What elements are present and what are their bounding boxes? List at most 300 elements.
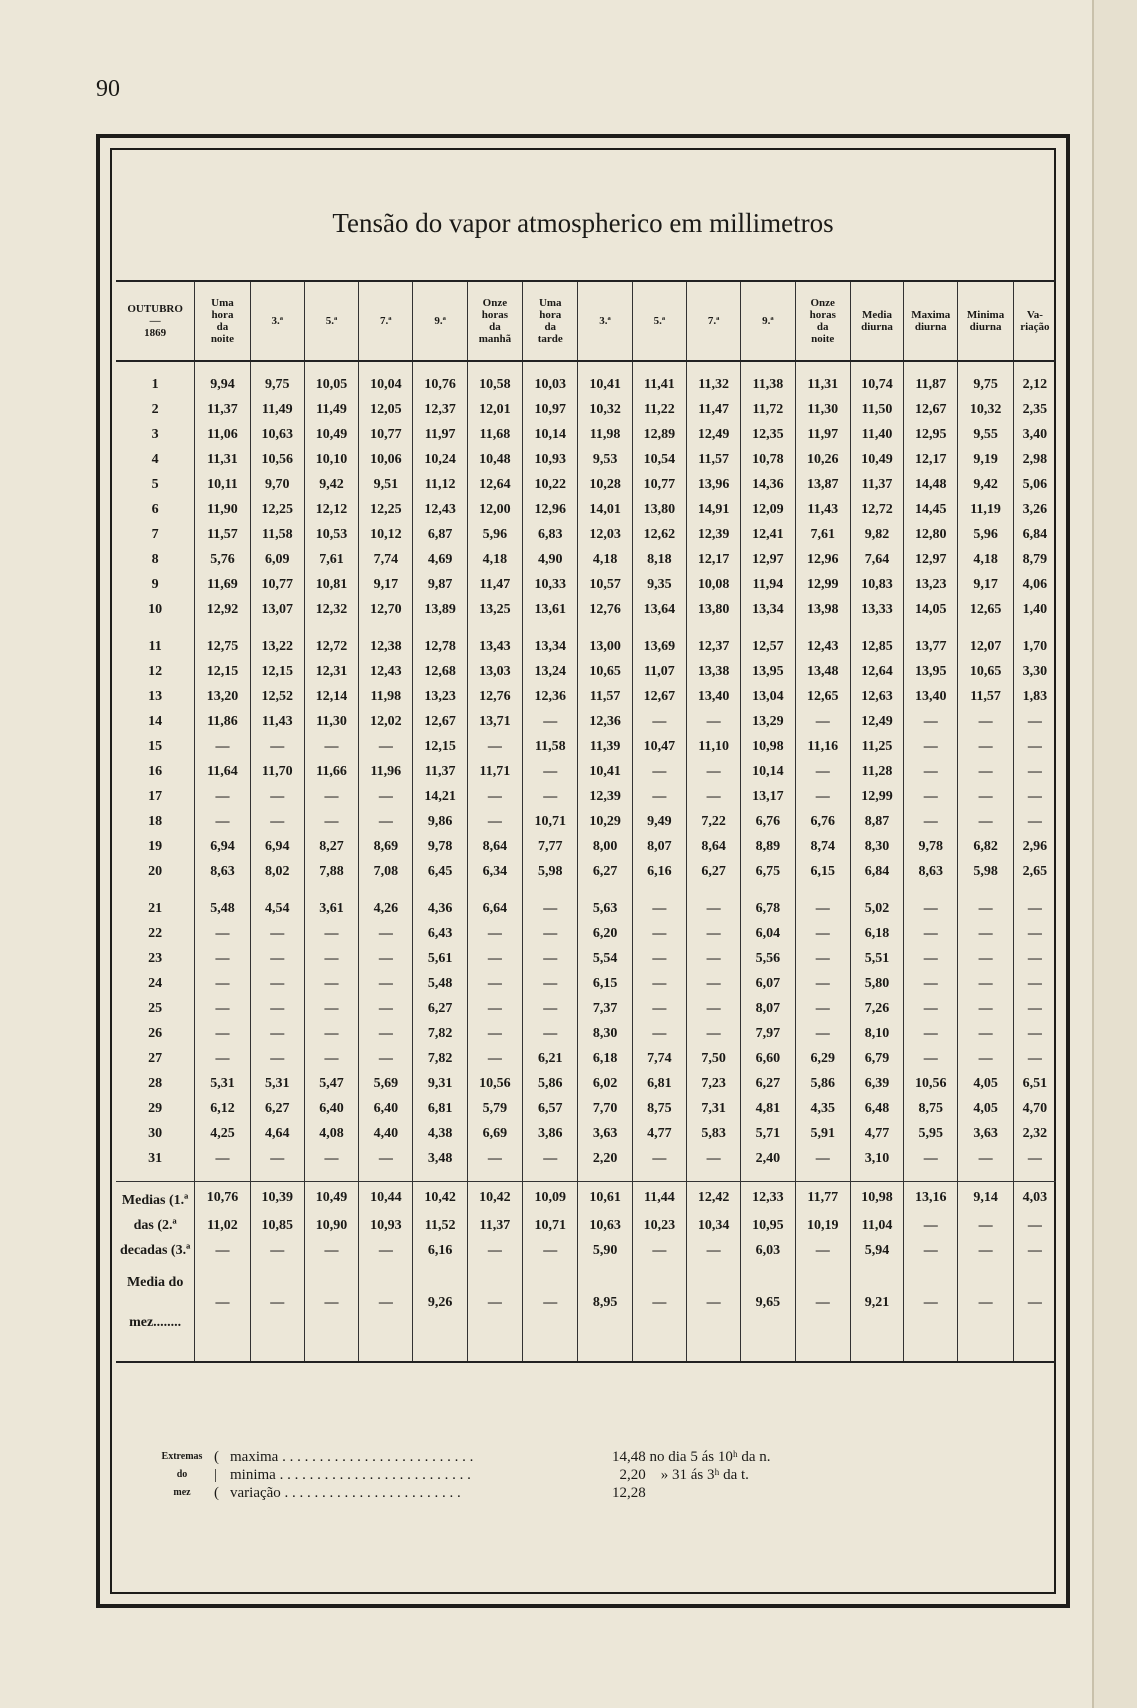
table-cell: 10,56 (250, 447, 304, 472)
extremes-label: Extremas do mez (161, 1451, 203, 1498)
table-cell: — (523, 1146, 578, 1171)
table-cell: — (1013, 759, 1056, 784)
table-cell: — (686, 946, 740, 971)
table-cell: 6,81 (632, 1071, 686, 1096)
table-cell: — (523, 996, 578, 1021)
table-cell: — (1013, 809, 1056, 834)
row-label: 8 (151, 552, 159, 567)
table-cell: 10,39 (250, 1182, 304, 1214)
table-title: Tensão do vapor atmospherico em millimetros (332, 208, 834, 238)
table-cell: 12,76 (578, 597, 632, 622)
column-header: 5.ª (632, 281, 686, 361)
table-cell: 6,81 (413, 1096, 467, 1121)
table-cell: 5,61 (413, 946, 467, 971)
table-cell: 5,79 (467, 1096, 522, 1121)
table-cell: 11,07 (632, 659, 686, 684)
table-cell: — (904, 996, 958, 1021)
table-cell: 13,17 (741, 784, 795, 809)
table-cell: 11,52 (413, 1213, 467, 1238)
table-cell: 6,94 (195, 834, 250, 859)
table-cell: — (304, 946, 358, 971)
table-cell: — (904, 759, 958, 784)
table-cell: — (686, 921, 740, 946)
table-cell: 12,62 (632, 522, 686, 547)
table-cell: — (958, 1238, 1013, 1263)
table-cell: 12,52 (250, 684, 304, 709)
table-cell: — (195, 996, 250, 1021)
table-cell: 11,87 (904, 361, 958, 397)
table-cell: 8,64 (686, 834, 740, 859)
table-cell: 8,79 (1013, 547, 1056, 572)
row-label: 12 (148, 664, 163, 679)
table-cell: 7,74 (359, 547, 413, 572)
table-cell: 12,64 (467, 472, 522, 497)
table-cell: 5,90 (578, 1238, 632, 1263)
table-cell: 12,68 (413, 659, 467, 684)
table-cell: 11,66 (304, 759, 358, 784)
table-cell: 2,20 (578, 1146, 632, 1171)
table-cell: 11,16 (795, 734, 850, 759)
day-row (116, 1071, 1056, 1096)
table-cell: 9,49 (632, 809, 686, 834)
table-cell: — (359, 946, 413, 971)
table-cell: — (1013, 709, 1056, 734)
table-cell: — (958, 809, 1013, 834)
table-cell: 4,36 (413, 896, 467, 921)
day-row (116, 996, 1056, 1021)
table-cell: 13,04 (741, 684, 795, 709)
table-cell: — (958, 921, 1013, 946)
table-cell: 11,12 (413, 472, 467, 497)
extreme-value-minima: 2,20 » 31 ás 3ʰ da t. (619, 1467, 749, 1483)
extreme-value-maxima: 14,48 no dia 5 ás 10ʰ da n. (612, 1449, 771, 1465)
table-cell: 9,94 (195, 361, 250, 397)
table-cell: 12,96 (795, 547, 850, 572)
table-cell: — (250, 946, 304, 971)
table-cell: 5,98 (958, 859, 1013, 884)
table-cell: — (686, 1021, 740, 1046)
table-cell: — (1013, 1046, 1056, 1071)
table-cell: — (904, 896, 958, 921)
table-cell: 4,69 (413, 547, 467, 572)
table-cell: — (904, 1213, 958, 1238)
row-label: 6 (151, 502, 159, 517)
table-cell: 10,76 (413, 361, 467, 397)
table-cell: 12,14 (304, 684, 358, 709)
day-row (116, 522, 1056, 547)
table-cell: 13,43 (467, 634, 522, 659)
table-cell: 11,68 (467, 422, 522, 447)
row-label: 19 (148, 839, 163, 854)
table-cell: 11,22 (632, 397, 686, 422)
table-cell: 10,41 (578, 361, 632, 397)
table-cell: — (632, 1146, 686, 1171)
table-cell: 10,32 (578, 397, 632, 422)
column-header: 9.ª (413, 281, 467, 361)
day-row (116, 946, 1056, 971)
table-cell: — (250, 996, 304, 1021)
table-cell: — (359, 734, 413, 759)
table-cell: — (1013, 1238, 1056, 1263)
table-cell: — (250, 1263, 304, 1343)
column-header: Uma hora da tarde (523, 281, 578, 361)
day-row (116, 1096, 1056, 1121)
table-cell: 12,41 (741, 522, 795, 547)
table-cell: 4,08 (304, 1121, 358, 1146)
table-cell: 8,63 (195, 859, 250, 884)
table-cell: 4,64 (250, 1121, 304, 1146)
table-cell: 10,76 (195, 1182, 250, 1214)
table-cell: 13,77 (904, 634, 958, 659)
table-cell: 13,34 (523, 634, 578, 659)
table-cell: 10,47 (632, 734, 686, 759)
table-cell: — (958, 1263, 1013, 1343)
block-gap (116, 884, 1056, 896)
column-header: Va- riação (1013, 281, 1056, 361)
table-cell: 11,38 (741, 361, 795, 397)
table-cell: 10,78 (741, 447, 795, 472)
table-cell: 5,86 (523, 1071, 578, 1096)
table-cell: 10,77 (359, 422, 413, 447)
table-cell: 6,40 (304, 1096, 358, 1121)
table-cell: 12,92 (195, 597, 250, 622)
table-cell: 13,80 (632, 497, 686, 522)
table-cell: 13,96 (686, 472, 740, 497)
table-cell: 13,20 (195, 684, 250, 709)
table-cell: 11,04 (850, 1213, 903, 1238)
table-cell: — (195, 734, 250, 759)
table-cell: — (195, 784, 250, 809)
table-cell: — (958, 759, 1013, 784)
table-cell: — (195, 946, 250, 971)
table-cell: — (958, 1213, 1013, 1238)
table-cell: 11,94 (741, 572, 795, 597)
column-header: Minima diurna (958, 281, 1013, 361)
table-cell: — (686, 896, 740, 921)
table-cell: 7,08 (359, 859, 413, 884)
table-cell: — (523, 896, 578, 921)
table-cell: 7,61 (304, 547, 358, 572)
table-cell: 11,31 (195, 447, 250, 472)
table-cell: 13,61 (523, 597, 578, 622)
table-cell: 12,31 (304, 659, 358, 684)
table-cell: 11,77 (795, 1182, 850, 1214)
table-cell: — (904, 1021, 958, 1046)
table-cell: — (904, 734, 958, 759)
table-cell: 5,94 (850, 1238, 903, 1263)
table-cell: 2,35 (1013, 397, 1056, 422)
table-cell: — (467, 996, 522, 1021)
table-cell: 12,15 (195, 659, 250, 684)
table-cell: 6,94 (250, 834, 304, 859)
table-cell: 9,17 (359, 572, 413, 597)
facing-page-edge (1092, 0, 1137, 1708)
table-cell: 12,64 (850, 659, 903, 684)
table-cell: — (632, 946, 686, 971)
row-label: 22 (148, 926, 163, 941)
table-cell: — (304, 1021, 358, 1046)
day-row (116, 422, 1056, 447)
table-cell: 13,33 (850, 597, 903, 622)
table-cell: 10,49 (304, 1182, 358, 1214)
table-cell: 8,30 (578, 1021, 632, 1046)
table-cell: 10,10 (304, 447, 358, 472)
table-cell: 4,38 (413, 1121, 467, 1146)
table-cell: 7,70 (578, 1096, 632, 1121)
table-cell: 12,05 (359, 397, 413, 422)
header-row (116, 281, 1056, 361)
table-cell: 12,49 (686, 422, 740, 447)
table-cell: — (195, 1021, 250, 1046)
table-cell: — (304, 784, 358, 809)
table-cell: 3,63 (578, 1121, 632, 1146)
table-cell: 7,74 (632, 1046, 686, 1071)
table-cell: 9,19 (958, 447, 1013, 472)
table-cell: 12,07 (958, 634, 1013, 659)
table-cell: 6,34 (467, 859, 522, 884)
table-cell: 6,75 (741, 859, 795, 884)
table-cell: 12,32 (304, 597, 358, 622)
table-cell: 6,60 (741, 1046, 795, 1071)
table-cell: 11,25 (850, 734, 903, 759)
table-cell: 14,36 (741, 472, 795, 497)
table-cell: — (686, 784, 740, 809)
table-cell: 10,44 (359, 1182, 413, 1214)
table-cell: 14,21 (413, 784, 467, 809)
table-cell: 14,91 (686, 497, 740, 522)
table-cell: 12,17 (904, 447, 958, 472)
table-cell: 9,75 (958, 361, 1013, 397)
table-cell: 5,63 (578, 896, 632, 921)
table-cell: 6,16 (632, 859, 686, 884)
table-cell: 12,37 (686, 634, 740, 659)
table-cell: — (250, 1146, 304, 1171)
table-cell: — (359, 1046, 413, 1071)
row-label: 17 (148, 789, 163, 804)
block-gap (116, 622, 1056, 634)
row-label: 13 (148, 689, 163, 704)
day-row (116, 859, 1056, 884)
table-cell: — (904, 946, 958, 971)
table-cell: 6,15 (795, 859, 850, 884)
table-cell: 8,27 (304, 834, 358, 859)
table-cell: — (467, 921, 522, 946)
table-cell: — (904, 709, 958, 734)
table-cell: 12,95 (904, 422, 958, 447)
day-row (116, 547, 1056, 572)
table-cell: 11,28 (850, 759, 903, 784)
table-cell: 10,48 (467, 447, 522, 472)
table-cell: — (1013, 1146, 1056, 1171)
row-label: 28 (148, 1076, 163, 1091)
table-cell: — (904, 1146, 958, 1171)
table-cell: 6,18 (850, 921, 903, 946)
table-cell: — (467, 734, 522, 759)
table-cell: 8,75 (904, 1096, 958, 1121)
table-cell: 6,78 (741, 896, 795, 921)
table-cell: 10,65 (958, 659, 1013, 684)
table-cell: — (195, 1238, 250, 1263)
table-cell: 11,49 (304, 397, 358, 422)
table-cell: 10,93 (359, 1213, 413, 1238)
table-cell: — (523, 1263, 578, 1343)
table-cell: 5,06 (1013, 472, 1056, 497)
table-cell: 6,83 (523, 522, 578, 547)
table-cell: 7,64 (850, 547, 903, 572)
table-cell: 5,47 (304, 1071, 358, 1096)
table-cell: 12,49 (850, 709, 903, 734)
day-row (116, 809, 1056, 834)
table-cell: — (250, 734, 304, 759)
table-cell: 6,21 (523, 1046, 578, 1071)
day-row (116, 361, 1056, 397)
month-header: OUTUBRO — 1869 (116, 281, 195, 361)
table-cell: — (904, 1263, 958, 1343)
table-cell: — (795, 996, 850, 1021)
table-cell: 11,64 (195, 759, 250, 784)
table-cell: 5,96 (467, 522, 522, 547)
table-cell: 7,23 (686, 1071, 740, 1096)
table-cell: — (795, 896, 850, 921)
table-cell: 4,81 (741, 1096, 795, 1121)
table-cell: 9,53 (578, 447, 632, 472)
table-cell: 4,70 (1013, 1096, 1056, 1121)
table-cell: 4,77 (850, 1121, 903, 1146)
table-cell: 9,75 (250, 361, 304, 397)
table-cell: 9,31 (413, 1071, 467, 1096)
table-cell: 7,61 (795, 522, 850, 547)
table-cell: 10,65 (578, 659, 632, 684)
table-cell: 12,72 (850, 497, 903, 522)
table-cell: 5,96 (958, 522, 1013, 547)
table-cell: — (195, 1146, 250, 1171)
table-cell: 10,57 (578, 572, 632, 597)
table-cell: 9,21 (850, 1263, 903, 1343)
table-cell: 8,07 (741, 996, 795, 1021)
table-cell: 2,96 (1013, 834, 1056, 859)
table-cell: — (632, 1021, 686, 1046)
table-cell: 4,40 (359, 1121, 413, 1146)
table-cell: 7,31 (686, 1096, 740, 1121)
vapor-tension-table (116, 280, 1056, 1363)
decade-label: Medias (1.ª (121, 1193, 189, 1208)
table-cell: 11,97 (413, 422, 467, 447)
table-cell: 4,25 (195, 1121, 250, 1146)
table-cell: 2,12 (1013, 361, 1056, 397)
table-cell: 8,74 (795, 834, 850, 859)
table-cell: — (795, 1146, 850, 1171)
table-cell: 12,25 (359, 497, 413, 522)
table-cell: 12,17 (686, 547, 740, 572)
table-cell: — (304, 971, 358, 996)
table-cell: 12,09 (741, 497, 795, 522)
table-cell: 1,70 (1013, 634, 1056, 659)
day-row (116, 659, 1056, 684)
table-cell: 10,53 (304, 522, 358, 547)
row-label: 24 (148, 976, 163, 991)
table-cell: — (686, 1238, 740, 1263)
day-row (116, 447, 1056, 472)
table-cell: 12,67 (904, 397, 958, 422)
column-header: 5.ª (304, 281, 358, 361)
table-cell: 13,69 (632, 634, 686, 659)
table-cell: 11,70 (250, 759, 304, 784)
table-cell: — (467, 809, 522, 834)
table-cell: 7,37 (578, 996, 632, 1021)
table-cell: 4,18 (958, 547, 1013, 572)
table-cell: 11,98 (359, 684, 413, 709)
day-row (116, 896, 1056, 921)
table-cell: 3,30 (1013, 659, 1056, 684)
table-cell: 11,86 (195, 709, 250, 734)
row-label: 14 (148, 714, 163, 729)
table-cell: 3,63 (958, 1121, 1013, 1146)
table-cell: 4,03 (1013, 1182, 1056, 1214)
table-cell: 5,86 (795, 1071, 850, 1096)
table-cell: 6,84 (850, 859, 903, 884)
table-cell: 13,40 (904, 684, 958, 709)
table-cell: — (958, 896, 1013, 921)
table-cell: 2,65 (1013, 859, 1056, 884)
table-cell: 11,37 (850, 472, 903, 497)
table-cell: 12,25 (250, 497, 304, 522)
table-cell: 11,98 (578, 422, 632, 447)
table-cell: 11,43 (795, 497, 850, 522)
extreme-value-variacao: 12,28 (612, 1485, 646, 1501)
extreme-name-minima: minima . . . . . . . . . . . . . . . . . . . . . . . . . . (230, 1467, 471, 1483)
day-row (116, 1021, 1056, 1046)
table-cell: 6,18 (578, 1046, 632, 1071)
table-cell: 6,43 (413, 921, 467, 946)
table-cell: 5,02 (850, 896, 903, 921)
table-cell: — (958, 1146, 1013, 1171)
row-label: 9 (151, 577, 159, 592)
table-cell: — (686, 759, 740, 784)
table-cell: 12,43 (359, 659, 413, 684)
table-cell: 13,25 (467, 597, 522, 622)
decade-mean-row (116, 1182, 1056, 1214)
table-cell: — (632, 759, 686, 784)
table-cell: — (467, 1146, 522, 1171)
table-cell: 12,85 (850, 634, 903, 659)
table-cell: 10,12 (359, 522, 413, 547)
table-cell: 4,35 (795, 1096, 850, 1121)
table-cell: 11,06 (195, 422, 250, 447)
table-cell: — (250, 1238, 304, 1263)
table-cell: 11,58 (250, 522, 304, 547)
table-cell: 8,10 (850, 1021, 903, 1046)
table-cell: 10,26 (795, 447, 850, 472)
table-cell: — (686, 1146, 740, 1171)
column-header: 7.ª (686, 281, 740, 361)
table-cell: 11,57 (195, 522, 250, 547)
table-cell: 10,58 (467, 361, 522, 397)
row-label: 15 (148, 739, 163, 754)
table-cell: 6,16 (413, 1238, 467, 1263)
table-cell: 12,38 (359, 634, 413, 659)
table-cell: 13,16 (904, 1182, 958, 1214)
table-cell: 12,78 (413, 634, 467, 659)
table-cell: 9,42 (958, 472, 1013, 497)
table-cell: — (686, 971, 740, 996)
row-label: 21 (148, 901, 163, 916)
table-cell: 12,76 (467, 684, 522, 709)
table-cell: 5,48 (195, 896, 250, 921)
day-row (116, 472, 1056, 497)
table-cell: 6,03 (741, 1238, 795, 1263)
table-cell: — (795, 1021, 850, 1046)
table-cell: 13,00 (578, 634, 632, 659)
